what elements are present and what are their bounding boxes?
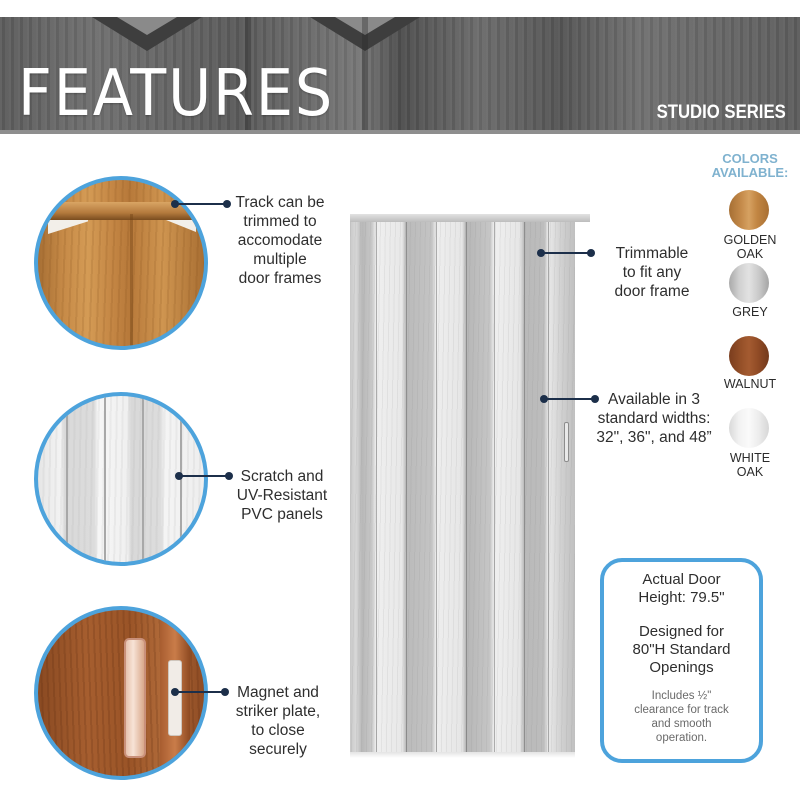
door-shadow bbox=[350, 752, 575, 758]
fold-line bbox=[548, 222, 549, 752]
text-line: Openings bbox=[649, 659, 714, 676]
accordion-door-image bbox=[350, 222, 575, 752]
color-label-walnut bbox=[700, 377, 800, 391]
fold-line bbox=[466, 222, 467, 752]
feature-text-magnet bbox=[228, 683, 328, 759]
text-line: door frames bbox=[238, 270, 322, 287]
text-line: 80"H Standard bbox=[632, 641, 731, 658]
panel-line bbox=[104, 396, 106, 562]
header-banner bbox=[0, 17, 800, 134]
panel-fold bbox=[130, 214, 133, 350]
panel-line bbox=[66, 396, 68, 562]
panel-seam bbox=[362, 17, 368, 134]
panel-gap bbox=[166, 220, 196, 232]
text-line: PVC panels bbox=[241, 506, 323, 523]
text-line: to fit any bbox=[622, 264, 682, 281]
text-line: GREY bbox=[732, 305, 768, 319]
text-line: Magnet and bbox=[237, 684, 319, 701]
page-title: FEATURES bbox=[18, 57, 335, 131]
feature-text-track bbox=[230, 193, 330, 288]
series-name: STUDIO SERIES bbox=[656, 102, 786, 123]
text-line: Actual Door bbox=[642, 571, 721, 588]
designed-for-text bbox=[604, 623, 759, 677]
wood-bevel-highlight bbox=[117, 17, 177, 35]
fold-line bbox=[494, 222, 495, 752]
text-line: Trimmable bbox=[615, 245, 689, 262]
text-line: OAK bbox=[736, 465, 764, 479]
color-swatch-white-oak bbox=[729, 408, 769, 448]
text-line: striker plate, bbox=[235, 703, 321, 720]
feature-image-magnet-closeup bbox=[34, 606, 208, 780]
text-line: clearance for track bbox=[634, 704, 729, 716]
text-line: to close bbox=[251, 722, 305, 739]
text-line: accomodate bbox=[237, 232, 323, 249]
fold-line bbox=[524, 222, 525, 752]
color-label-white-oak bbox=[700, 451, 800, 479]
text-line: standard widths: bbox=[597, 410, 711, 427]
door-track bbox=[350, 214, 590, 222]
text-line: Track can be bbox=[235, 194, 325, 211]
door-callout-trimmable bbox=[597, 244, 707, 301]
feature-text-panels bbox=[232, 467, 332, 524]
text-line: GOLDEN bbox=[723, 233, 777, 247]
text-line: trimmed to bbox=[243, 213, 317, 230]
fold-line bbox=[406, 222, 407, 752]
text-line: OAK bbox=[736, 247, 764, 261]
text-line: UV-Resistant bbox=[236, 487, 328, 504]
panel-gap bbox=[48, 220, 88, 234]
color-swatch-golden-oak bbox=[729, 190, 769, 230]
door-height-info-box bbox=[600, 558, 763, 763]
text-line: COLORS bbox=[722, 151, 778, 166]
door-handle bbox=[124, 638, 146, 758]
clearance-note bbox=[604, 689, 759, 745]
text-line: 32", 36", and 48” bbox=[596, 429, 712, 446]
color-swatch-grey bbox=[729, 263, 769, 303]
door-handle bbox=[564, 422, 569, 462]
fold-line bbox=[376, 222, 377, 752]
actual-height-text bbox=[604, 571, 759, 607]
text-line: securely bbox=[249, 741, 307, 758]
callout-line bbox=[175, 691, 225, 693]
text-line: and smooth bbox=[651, 718, 712, 730]
colors-available-heading bbox=[700, 152, 800, 180]
text-line: WALNUT bbox=[723, 377, 777, 391]
text-line: multiple bbox=[253, 251, 307, 268]
callout-line bbox=[544, 398, 592, 400]
callout-dot bbox=[587, 249, 595, 257]
panel-line bbox=[142, 396, 144, 562]
text-line: Designed for bbox=[638, 623, 725, 640]
color-label-golden-oak bbox=[700, 233, 800, 261]
text-line: Available in 3 bbox=[608, 391, 700, 408]
callout-line bbox=[179, 475, 229, 477]
callout-line bbox=[541, 252, 591, 254]
text-line: AVAILABLE: bbox=[711, 165, 789, 180]
text-line: Includes ½" bbox=[651, 690, 712, 702]
text-line: WHITE bbox=[729, 451, 771, 465]
door-callout-widths bbox=[588, 390, 720, 447]
color-swatch-walnut bbox=[729, 336, 769, 376]
feature-image-panels-closeup bbox=[34, 392, 208, 566]
color-label-grey bbox=[700, 305, 800, 319]
callout-line bbox=[175, 203, 226, 205]
striker-plate bbox=[168, 660, 182, 736]
text-line: operation. bbox=[655, 732, 708, 744]
text-line: Height: 79.5" bbox=[638, 589, 725, 606]
text-line: Scratch and bbox=[240, 468, 324, 485]
text-line: door frame bbox=[614, 283, 690, 300]
fold-line bbox=[436, 222, 437, 752]
